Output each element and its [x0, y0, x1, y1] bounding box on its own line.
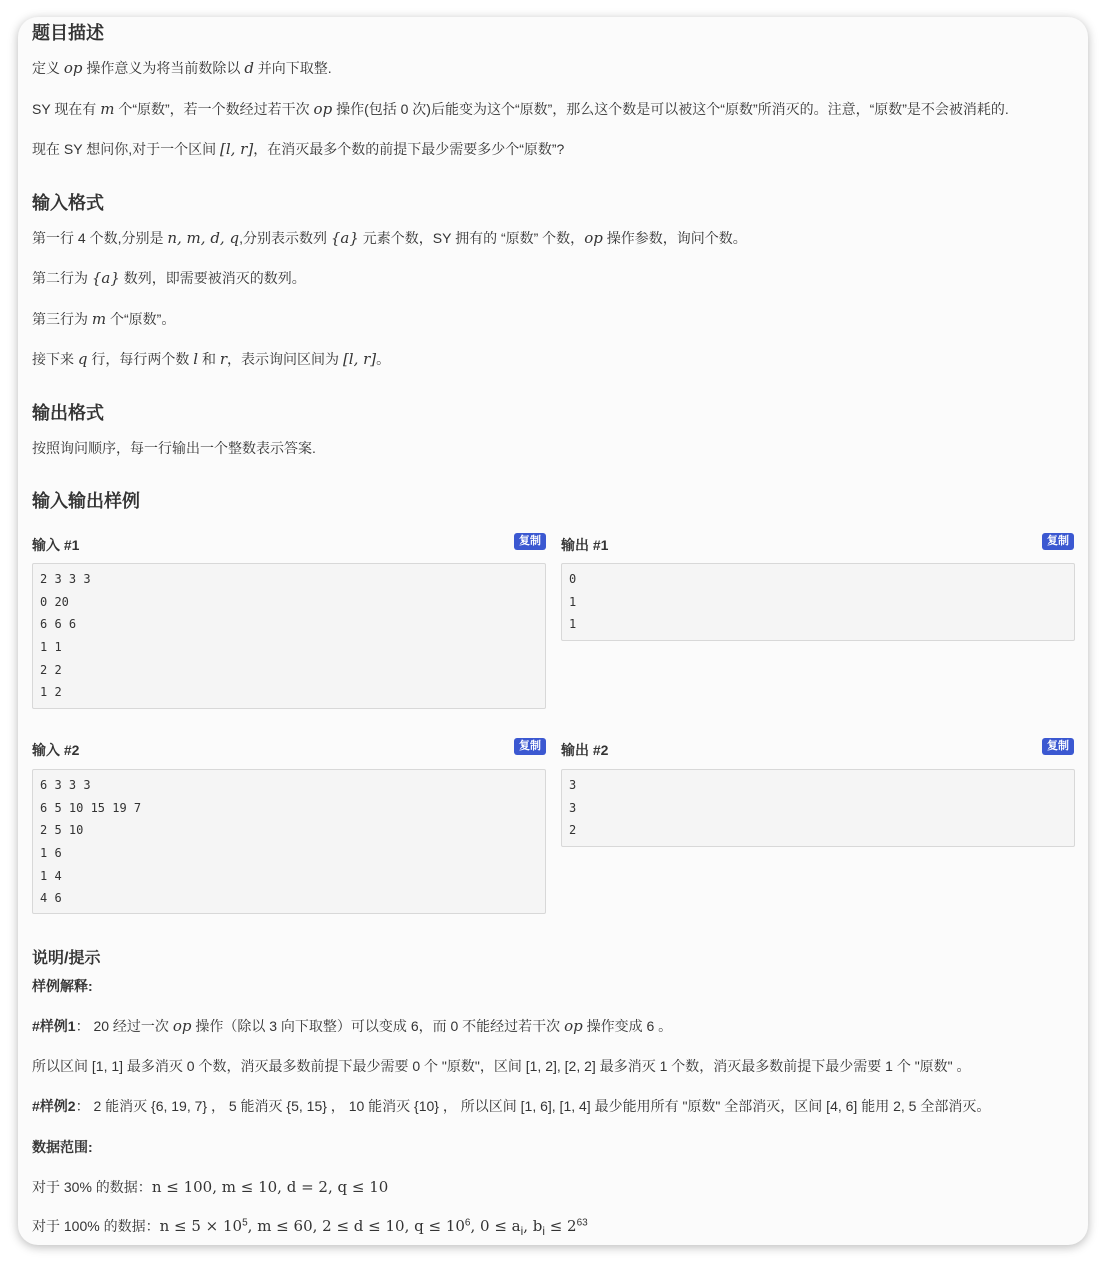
- code-line: 3: [569, 778, 577, 792]
- code-line: 1 1: [40, 640, 62, 655]
- description-heading: 题目描述: [32, 23, 104, 43]
- samples-heading: 输入输出样例: [32, 491, 140, 511]
- code-line: 4 6: [40, 891, 62, 906]
- code-line: 0: [569, 572, 577, 586]
- sample2-output-title: 输出 #2: [561, 742, 609, 758]
- hint-heading: 说明/提示: [32, 950, 101, 967]
- hint-example1: #样例1： 20 经过一次 op 操作（除以 3 向下取整）可以变成 6，而 0 不能经过若干次 op 操作变成 6 。: [32, 1017, 673, 1035]
- sample1-input-copy-button[interactable]: 复制: [514, 533, 546, 550]
- code-line: 0 20: [40, 594, 69, 609]
- range-line-30: 对于 30% 的数据：n ≤ 100, m ≤ 10, d = 2, q ≤ 10: [32, 1178, 389, 1196]
- sample1-output-title: 输出 #1: [561, 537, 609, 553]
- code-line: 1 2: [40, 685, 62, 700]
- description-p2: SY 现在有 m 个“原数”，若一个数经过若干次 op 操作(包括 0 次)后能变为这个“原数”，那么这个数是可以被这个“原数”所消灭的。注意，“原数”是不会被消耗的.: [32, 100, 1009, 118]
- input-format-line4: 接下来 q 行，每行两个数 l 和 r，表示询问区间为 [l, r]。: [32, 350, 391, 368]
- input-format-line3: 第三行为 m 个“原数”。: [32, 310, 176, 328]
- code-line: 1: [569, 617, 577, 632]
- hint-example2: #样例2： 2 能消灭 {6, 19, 7} ， 5 能消灭 {5, 15} ， 10 能消灭 {10} ， 所以区间 [1, 6], [1, 4] 最少能用所有 "原数" 全部消灭，区间 [4, 6] 能用 2, 5 全部消灭。: [32, 1098, 991, 1114]
- description-p3: 现在 SY 想问你,对于一个区间 [l, r]，在消灭最多个数的前提下最少需要多少个“原数”?: [32, 140, 565, 158]
- data-range-label: 数据范围:: [32, 1139, 93, 1155]
- sample2-output-copy-button[interactable]: 复制: [1042, 738, 1074, 755]
- sample1-input-title: 输入 #1: [32, 537, 80, 553]
- code-line: 1 4: [40, 868, 62, 883]
- sample1-output-code: [561, 563, 1075, 641]
- input-format-line1: 第一行 4 个数,分别是 n, m, d, q,分别表示数列 {a} 元素个数，SY 拥有的 “原数” 个数，op 操作参数，询问个数。: [32, 229, 747, 247]
- code-line: 2: [569, 823, 577, 838]
- code-line: 3: [569, 800, 577, 815]
- output-format-heading: 输出格式: [32, 403, 104, 423]
- sample2-input-copy-button[interactable]: 复制: [514, 738, 546, 755]
- code-line: 2 3 3 3: [40, 572, 91, 586]
- sample2-input-code: [32, 769, 546, 914]
- code-line: 6 5 10 15 19 7: [40, 800, 142, 815]
- sample2-input-title: 输入 #2: [32, 742, 80, 758]
- code-line: 1 6: [40, 846, 62, 861]
- code-line: 1: [569, 594, 577, 609]
- sample1-output-copy-button[interactable]: 复制: [1042, 533, 1074, 550]
- sample1-input-code: [32, 563, 546, 709]
- output-format-text: 按照询问顺序，每一行输出一个整数表示答案.: [32, 440, 316, 456]
- code-line: 6 3 3 3: [40, 778, 91, 792]
- input-format-line2: 第二行为 {a} 数列，即需要被消灭的数列。: [32, 269, 306, 287]
- hint-example1-detail: 所以区间 [1, 1] 最多消灭 0 个数，消灭最多数前提下最少需要 0 个 "原数"，区间 [1, 2], [2, 2] 最多消灭 1 个数，消灭最多数前提下最少需要 1 个 "原数" 。: [32, 1058, 971, 1074]
- range-line-100: 对于 100% 的数据：$n \le 5 \times 10^5$, m ≤ 60, 2 ≤ d ≤ 10, $q \le 10^6$, $0 \le a_i$, $b_i \le 2^{63}$: [32, 1217, 588, 1238]
- code-line: 6 6 6: [40, 617, 77, 632]
- sample2-output-code: [561, 769, 1075, 847]
- description-p1: 定义 op 操作意义为将当前数除以 d 并向下取整.: [32, 59, 332, 77]
- sample-explanation-label: 样例解释:: [32, 978, 93, 994]
- code-line: 2 2: [40, 662, 62, 677]
- input-format-heading: 输入格式: [32, 193, 104, 213]
- code-line: 2 5 10: [40, 823, 84, 838]
- problem-card: [18, 17, 1088, 1245]
